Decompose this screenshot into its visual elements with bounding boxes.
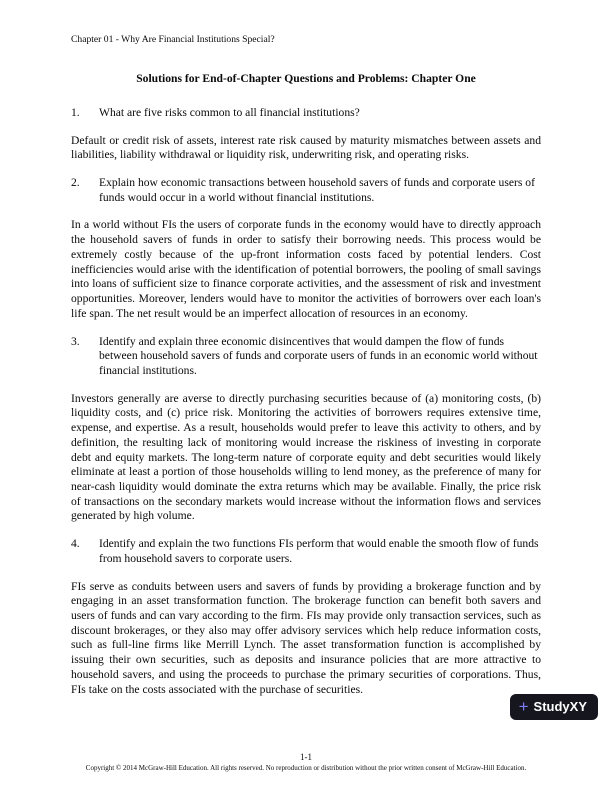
answer-3: Investors generally are averse to directly purchasing securities because of (a) monitoring costs, (b) liquidity costs, and (c) price risk. Monitoring the activities of borrowers requires extensive time, expense, and expertise. As a result, households would prefer to leave this activity to others, and by definition, the resulting lack of monitoring would increase the riskiness of investing in corporate debt and equity markets. The long-term nature of corporate equity and debt securities would likely eliminate at least a portion of those households willing to lend money, as the preference of many for near-cash liquidity would dominate the extra returns which may be available. Finally, the price risk of transactions on the secondary markets would increase without the information flows and services generated by high volume.: [71, 391, 541, 523]
question-3: [71, 335, 541, 379]
plus-icon: +: [518, 697, 529, 716]
running-header: Chapter 01 - Why Are Financial Institutions Special?: [71, 34, 275, 45]
question-text: Identify and explain three economic disincentives that would dampen the flow of funds between household savers of funds and corporate users of funds in an economic world without financial institutions.: [99, 334, 538, 377]
question-number: 3.: [71, 334, 80, 348]
question-2: [71, 176, 541, 205]
question-text: Explain how economic transactions between household savers of funds and corporate users of funds would occur in a world without financial institutions.: [99, 176, 535, 204]
page-title: Solutions for End-of-Chapter Questions and Problems: Chapter One: [136, 72, 476, 86]
answer-1: Default or credit risk of assets, interest rate risk caused by maturity mismatches between assets and liabilities, liability withdrawal or liquidity risk, underwriting risk, and operating risks.: [71, 133, 541, 162]
page-number: 1-1: [300, 752, 312, 762]
question-number: 4.: [71, 537, 80, 551]
answer-4: FIs serve as conduits between users and savers of funds by providing a brokerage function and by engaging in an asset transformation function. The brokerage function can benefit both savers and users of funds and can vary according to the firm. FIs may provide only transaction services, such as discount brokerages, or they also may offer advisory services which help reduce information costs, such as full-line firms like Merrill Lynch. The asset transformation function is accomplished by issuing their own securities, such as deposits and insurance policies that are more attractive to household savers, and using the proceeds to purchase the primary securities of corporations. Thus, FIs take on the costs associated with the purchase of securities.: [71, 579, 541, 696]
studyxy-logo: [510, 694, 598, 720]
question-number: 1.: [71, 105, 80, 119]
copyright-notice: Copyright © 2014 McGraw-Hill Education. All rights reserved. No reproduction or distribution without the prior written consent of McGraw-Hill Education.: [85, 764, 527, 772]
question-4: [71, 537, 541, 566]
question-text: What are five risks common to all financial institutions?: [99, 105, 360, 119]
question-1: [71, 106, 541, 121]
page-footer: [0, 752, 612, 773]
answer-2: In a world without FIs the users of corporate funds in the economy would have to directly approach the household savers of funds in order to satisfy their borrowing needs. This process would be extremely costly because of the up-front information costs faced by potential lenders. Cost inefficiencies would arise with the identification of potential borrowers, the pooling of small savings into loans of sufficient size to finance corporate activities, and the assessment of risk and investment opportunities. Moreover, lenders would have to monitor the activities of borrowers over each loan's life span. The net result would be an imperfect allocation of resources in an economy.: [71, 218, 541, 320]
studyxy-logo-text: StudyXY: [533, 699, 587, 714]
question-number: 2.: [71, 176, 80, 190]
question-text: Identify and explain the two functions FIs perform that would enable the smooth flow of funds from household savers to corporate users.: [99, 537, 539, 565]
